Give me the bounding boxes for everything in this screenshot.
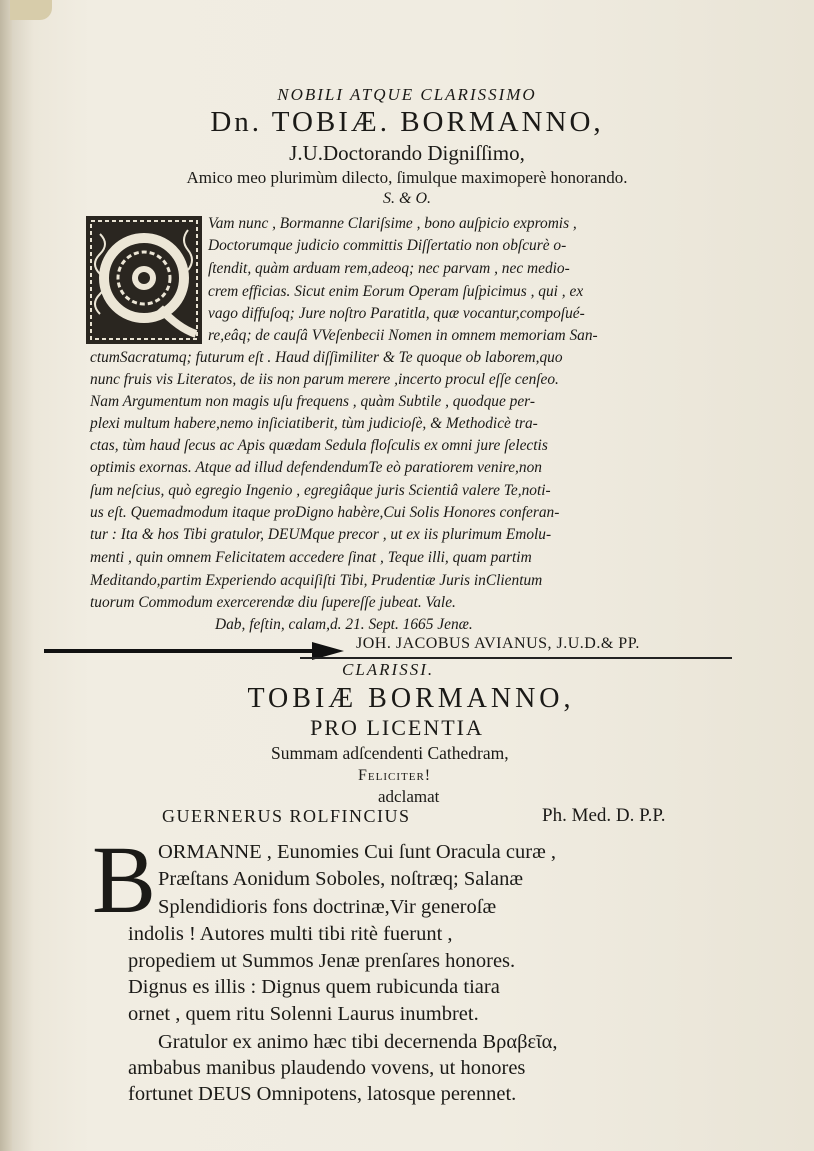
author-name: GUERNERUS ROLFINCIUS — [162, 806, 411, 826]
letter-line: menti , quin omnem Felicitatem accedere ſinat , Teque illi, quam partim — [90, 549, 532, 566]
address-line-4: Amico meo plurimùm dilecto, ſimulque maximoperè honorando. — [186, 168, 628, 187]
letter-line: Meditando,partim Experiendo acquiſiſti Tibi, Prudentiæ Juris inClientum — [90, 572, 543, 589]
letter-line: Nam Argumentum non magis uſu frequens , quàm Subtile , quodque per- — [90, 393, 535, 410]
poem-line: Splendidioris fons doctrinæ,Vir generoſæ — [158, 896, 497, 918]
ornamental-initial-q-icon — [86, 216, 202, 344]
pointer-arrow-icon — [44, 640, 344, 662]
address-title: J.U.Doctorando Digniſſimo, — [289, 141, 525, 165]
poem-line: fortunet DEUS Omnipotens, latosque perennet. — [128, 1083, 517, 1105]
section-divider — [300, 657, 732, 659]
letter-line: ctas, tùm haud ſecus ac Apis quædam Sedula floſculis ex omni jure ſelectis — [90, 437, 548, 454]
author-title: Ph. Med. D. P.P. — [542, 805, 666, 826]
adclamat: adclamat — [378, 787, 440, 806]
signature: JOH. JACOBUS AVIANUS, J.U.D.& PP. — [356, 635, 640, 652]
pro-licentia: PRO LICENTIA — [310, 715, 484, 740]
section-heading-small: CLARISSI. — [342, 660, 435, 679]
recipient-name: TOBIÆ BORMANNO, — [247, 683, 575, 714]
drop-cap-b: B — [92, 826, 157, 933]
letter-line: tur : Ita & hos Tibi gratulor, DEUMque precor , ut ex iis plurimum Emolu- — [90, 526, 552, 543]
feliciter: Feliciter! — [358, 767, 432, 784]
poem-line: Dignus es illis : Dignus quem rubicunda tiara — [128, 976, 500, 998]
poem-line: Præſtans Aonidum Soboles, noſtræq; Salanæ — [158, 868, 524, 890]
letter-line: crem efficias. Sicut enim Eorum Operam ſuſpicimus , qui , ex — [208, 283, 584, 300]
letter-line: nunc fruis vis Literatos, de iis non parum merere ,incerto procul eſſe cenſeo. — [90, 371, 559, 388]
poem-line: ornet , quem ritu Solenni Laurus inumbret. — [128, 1003, 479, 1025]
salutation: S. & O. — [383, 190, 431, 207]
dateline: Dab, feſtin, calam,d. 21. Sept. 1665 Jenæ. — [215, 616, 473, 633]
letter-line: ſtendit, quàm arduam rem,adeoq; nec parvam , nec medio- — [208, 260, 570, 277]
letter-line: Vam nunc , Bormanne Clariſsime , bono auſpicio expromis , — [208, 215, 577, 232]
letter-line: plexi multum habere,nemo inſiciatiberit, tùm judicioſè, & Methodicè tra- — [90, 415, 538, 432]
letter-line: vago diffuſoq; Jure noſtro Paratitla, quæ vocantur,compoſué- — [208, 305, 585, 322]
letter-line: optimis exornas. Atque ad illud defendendumTe eò paratiorem venire,non — [90, 459, 542, 476]
address-line-1: NOBILI ATQUE CLARISSIMO — [277, 85, 537, 104]
poem-line: ambabus manibus plaudendo vovens, ut honores — [128, 1057, 526, 1079]
poem-line: propediem ut Summos Jenæ prenſares honores. — [128, 950, 516, 972]
letter-line: ſum neſcius, quò egregio Ingenio , egregiâque juris Scientiâ valere Te,noti- — [90, 482, 551, 499]
letter-line: ctumSacratumq; futurum eſt . Haud diſſimiliter & Te quoque ob laborem,quo — [90, 349, 563, 366]
poem-line: Gratulor ex animo hæc tibi decernenda Βραβεῖα, — [158, 1031, 558, 1053]
poem-line: ORMANNE , Eunomies Cui ſunt Oracula curæ , — [158, 841, 556, 863]
letter-line: re,eâq; de cauſâ VVeſenbecii Nomen in omnem memoriam San- — [208, 327, 598, 344]
letter-line: tuorum Commodum exercerendæ diu ſupereſſe jubeat. Vale. — [90, 594, 456, 611]
letter-line: us eſt. Quemadmodum itaque proDigno habère,Cui Solis Honores conferan- — [90, 504, 560, 521]
address-name: Dn. TOBIÆ. BORMANNO, — [210, 106, 604, 138]
letter-line: Doctorumque judicio committis Diſſertatio non obſcurè o- — [208, 237, 567, 254]
page-corner-tab — [10, 0, 52, 20]
ceremony-line: Summam adſcendenti Cathedram, — [271, 743, 509, 763]
poem-line: indolis ! Autores multi tibi ritè fuerunt , — [128, 923, 453, 945]
